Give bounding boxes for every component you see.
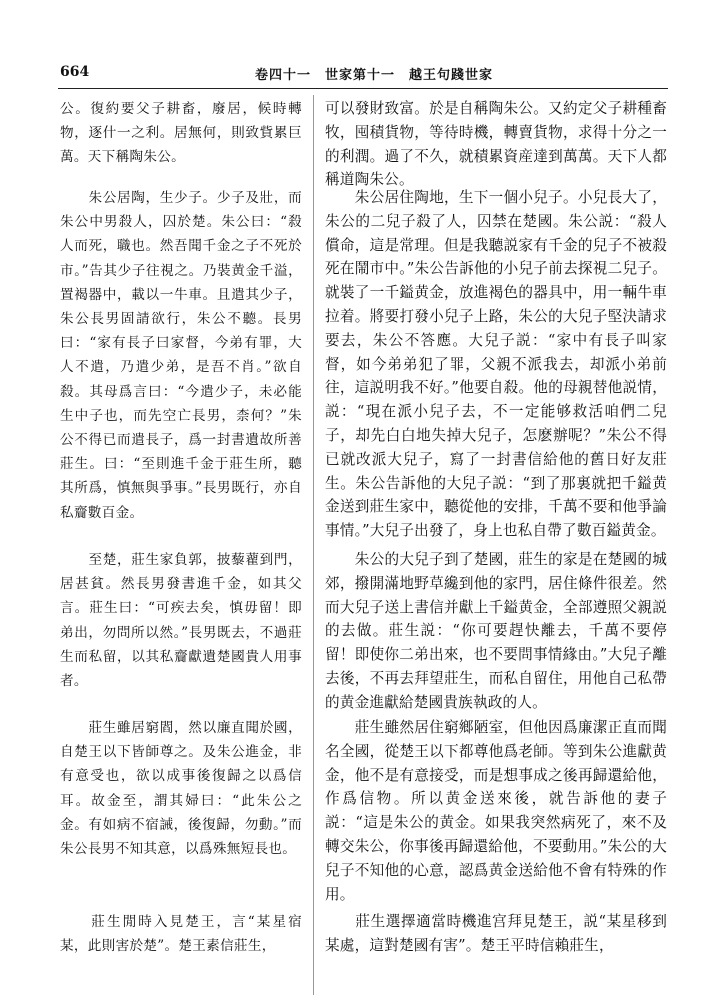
column-divider: [313, 95, 314, 995]
running-title: 卷四十一 世家第十一 越王句踐世家: [255, 68, 494, 83]
page-number: 664: [60, 64, 90, 80]
classical-paragraph-4: 莊生雖居窮閻，然以廉直聞於國，自楚王以下皆師尊之。及朱公進金，非有意受也，欲以成事後復歸之以爲信耳。故金至，謂其婦曰：“此朱公之金。有如病不宿誡，後復歸，勿動。”而朱公長男不知其意，以爲殊無短長也。: [60, 720, 302, 858]
classical-paragraph-1: 公。復約要父子耕畜，廢居，候時轉物，逐什一之利。居無何，則致貲累巨萬。天下稱陶朱公。: [60, 101, 302, 166]
header-rule: [58, 88, 668, 89]
classical-paragraph-5: 莊生閒時入見楚王，言“某星宿某，此則害於楚”。楚王素信莊生，: [60, 914, 302, 955]
translation-paragraph-5: 莊生選擇適當時機進宫拜見楚王，説“某星移到某處，這對楚國有害”。楚王平時信賴莊生，: [325, 913, 667, 954]
classical-paragraph-2: 朱公居陶，生少子。少子及壯，而朱公中男殺人，囚於楚。朱公曰：“殺人而死，職也。然吾聞千金之子不死於市。”告其少子往視之。乃裝黄金千溢，置褐器中，載以一牛車。且遣其少子，朱公長男固請欲行，朱公不聽。長男曰：“家有長子曰家督，今弟有罪，大人不遣，乃遣少弟，是吾不肖。”欲自殺。其母爲言曰：“今遣少子，未必能生中子也，而先空亡長男，柰何？”朱公不得已而遣長子，爲一封書遺故所善莊生。曰：“至則進千金于莊生所，聽其所爲，慎無與爭事。”長男既行，亦自私齎數百金。: [60, 190, 302, 521]
translation-paragraph-3: 朱公的大兒子到了楚國，莊生的家是在楚國的城郊，撥開滿地野草纔到他的家門，居住條件很差。然而大兒子送上書信并獻上千鎰黄金，全部遵照父親説的去做。莊生説：“你可要趕快離去，千萬不要停留！即使你二弟出來，也不要問事情緣由。”大兒子離去後，不再去拜望莊生，而私自留住，用他自己私帶的黄金進獻給楚國貴族執政的人。: [325, 551, 667, 711]
translation-paragraph-1: 可以發財致富。於是自稱陶朱公。又約定父子耕種畜牧，囤積貨物，等待時機，轉賣貨物，求得十分之一的利潤。過了不久，就積累資産達到萬萬。天下人都稱道陶朱公。: [325, 100, 667, 189]
translation-paragraph-2: 朱公居住陶地，生下一個小兒子。小兒長大了，朱公的二兒子殺了人，囚禁在楚國。朱公説：“殺人償命，這是常理。但是我聽説家有千金的兒子不被殺死在鬧市中。”朱公告訴他的小兒子前去探視二兒子。就裝了一千鎰黄金，放進褐色的器具中，用一輛牛車拉着。將要打發小兒子上路，朱公的大兒子堅決請求要去，朱公不答應。大兒子説：“家中有長子叫家督，如今弟弟犯了罪，父親不派我去，却派小弟前往，這説明我不好。”他要自殺。他的母親替他説情，説：“現在派小兒子去，不一定能够救活咱們二兒子，却先白白地失掉大兒子，怎麽辦呢？”朱公不得已就改派大兒子，寫了一封書信給他的舊日好友莊生。朱公告訴他的大兒子説：“到了那裏就把千鎰黄金送到莊生家中，聽從他的安排，千萬不要和他爭論事情。”大兒子出發了，身上也私自帶了數百鎰黄金。: [325, 189, 667, 540]
classical-paragraph-3: 至楚，莊生家負郭，披藜藋到門，居甚貧。然長男發書進千金，如其父言。莊生曰：“可疾去矣，慎毋留！即弟出，勿問所以然。”長男既去，不過莊生而私留，以其私齎獻遺楚國貴人用事者。: [60, 552, 302, 690]
translation-paragraph-4: 莊生雖然居住窮鄉陋室，但他因爲廉潔正直而聞名全國，從楚王以下都尊他爲老師。等到朱公進獻黄金，他不是有意接受，而是想事成之後再歸還給他，作爲信物。所以黄金送來後，就告訴他的妻子説：“這是朱公的黄金。如果我突然病死了，來不及轉交朱公，你事後再歸還給他，不要動用。”朱公的大兒子不知他的心意，認爲黄金送給他不會有特殊的作用。: [325, 719, 667, 903]
